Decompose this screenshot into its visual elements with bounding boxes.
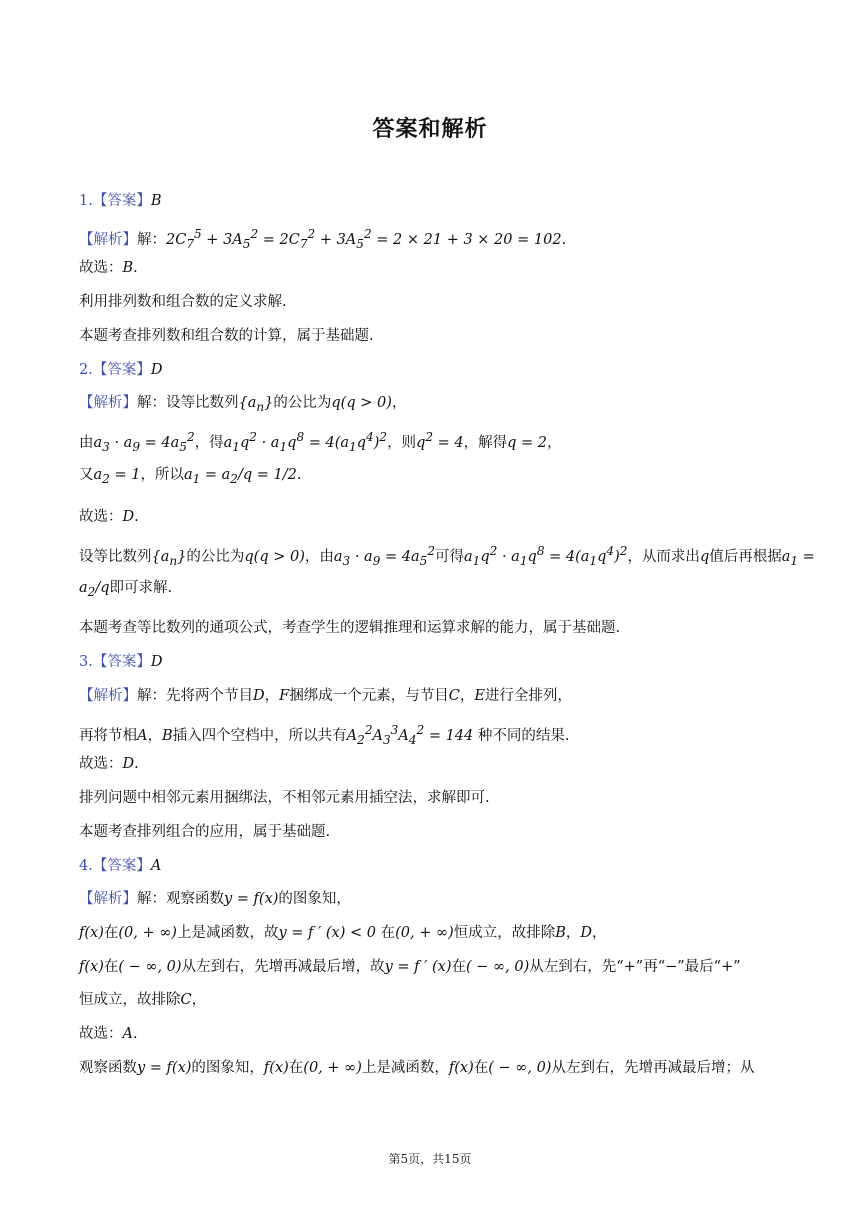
text-line: 1.【答案】B: [79, 193, 162, 209]
text-line: 【解析】解：观察函数y = f(x)的图象知，: [79, 891, 351, 907]
text-line: 恒成立，故排除C，: [79, 992, 207, 1008]
text-line: 本题考查排列组合的应用，属于基础题.: [79, 824, 331, 840]
text-line: 4.【答案】A: [79, 858, 162, 874]
text-line: 【解析】解：先将两个节目D，F捆绑成一个元素，与节目C，E进行全排列，: [79, 688, 572, 704]
text-line: 【解析】解：设等比数列$\{a_n\}$的公比为q(q > 0)，: [79, 395, 407, 414]
text-line: 本题考查排列数和组合数的计算，属于基础题.: [79, 328, 374, 344]
text-line: 故选：D.: [79, 756, 139, 772]
text-line: 3.【答案】D: [79, 654, 163, 670]
text-line: 2.【答案】D: [79, 362, 163, 378]
text-line: 故选：D.: [79, 509, 139, 525]
text-line: 【解析】解：$2C_7^5 + 3A_5^2 = 2C_7^2 + 3A_5^2 = 2 \times 21 + 3 \times 20 = 102$.: [79, 227, 567, 251]
text-line: f(x)在( − ∞, 0)从左到右，先增再减最后增，故y = f ′ (x)在( − ∞, 0)从左到右，先“+”再“−”最后“+”: [79, 959, 741, 975]
text-line: 观察函数y = f(x)的图象知，f(x)在(0, + ∞)上是减函数，f(x)在( − ∞, 0)从左到右，先增再减最后增；从: [79, 1060, 755, 1076]
text-line: 故选：A.: [79, 1026, 138, 1042]
text-line: 本题考查等比数列的通项公式，考查学生的逻辑推理和运算求解的能力，属于基础题.: [79, 620, 621, 636]
text-line: 利用排列数和组合数的定义求解.: [79, 294, 287, 310]
page-footer: 第5页，共15页: [388, 1152, 472, 1166]
text-line: 排列问题中相邻元素用捆绑法，不相邻元素用插空法，求解即可.: [79, 790, 490, 806]
text-line: 故选：B.: [79, 260, 138, 276]
page-title: 答案和解析: [372, 117, 488, 142]
text-line: 又$a_2 = 1$，所以$a_1 = a_2/q = 1/2$.: [79, 467, 302, 486]
text-line: $a_2/q$即可求解.: [79, 580, 173, 599]
text-line: 设等比数列$\{a_n\}$的公比为q(q > 0)，由$a_3 \cdot a_9 = 4a_5^2$可得$a_1q^2 \cdot a_1q^8 = 4(a_1q^4)^2$，从而求出q值后再根据$a_1$ =: [79, 544, 815, 568]
text-line: f(x)在(0, + ∞)上是减函数，故y = f ′ (x) < 0 在(0, + ∞)恒成立，故排除B，D，: [79, 925, 607, 941]
text-line: 由$a_3 \cdot a_9 = 4a_5^2$，得$a_1q^2 \cdot a_1q^8 = 4(a_1q^4)^2$，则$q^2 = 4$，解得q = 2，: [79, 430, 562, 454]
text-line: 再将节相A，B插入四个空档中，所以共有$A_2^2A_3^3A_4^2 = 144$ 种不同的结果.: [79, 723, 570, 747]
